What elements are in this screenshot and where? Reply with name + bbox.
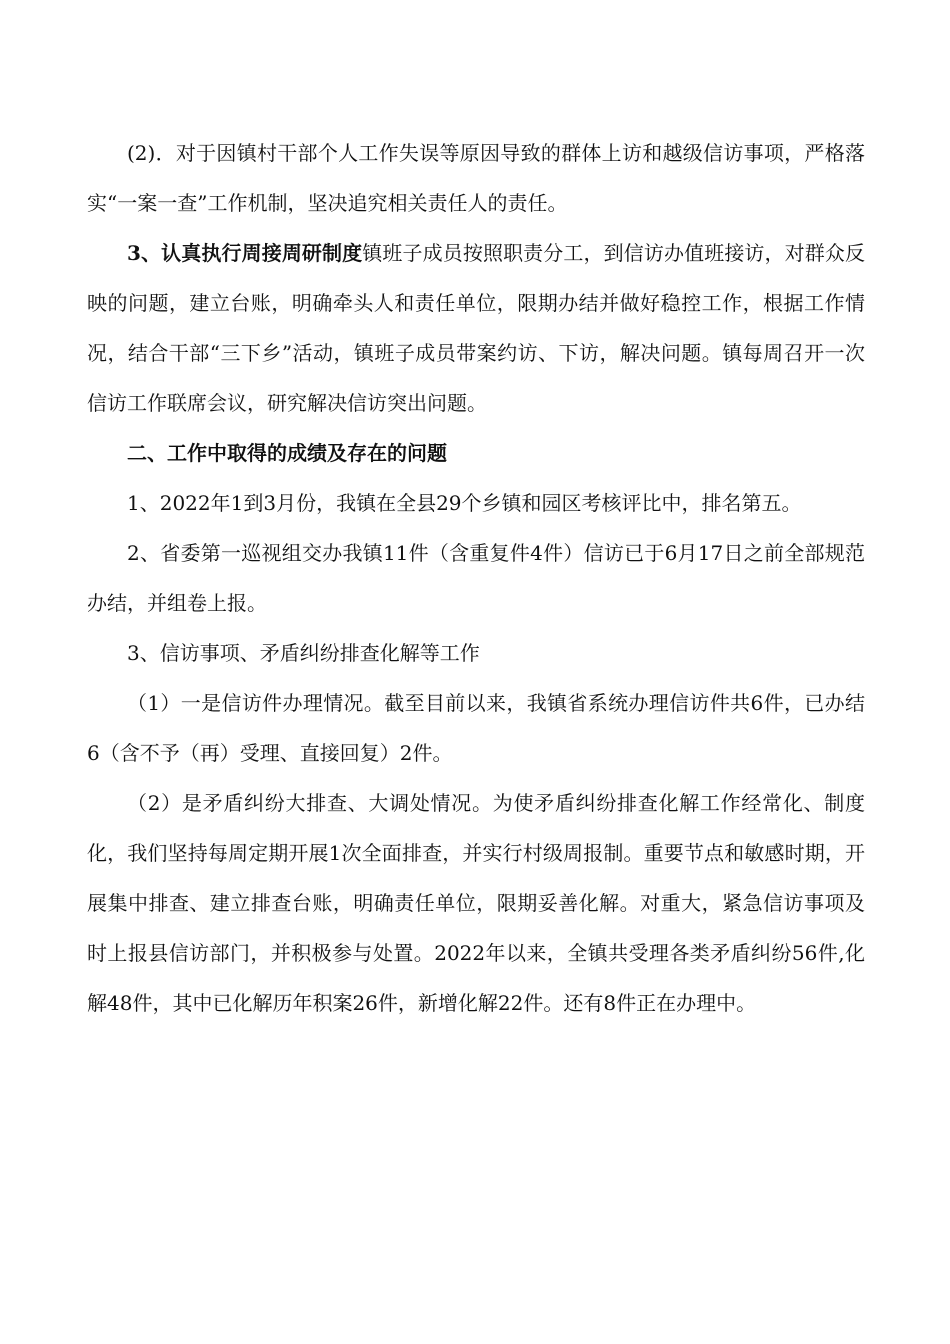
paragraph-text: （2）是矛盾纠纷大排查、大调处情况。为使矛盾纠纷排查化解工作经常化、制度化，我们坚持每周定期开展1次全面排查，并实行村级周报制。重要节点和敏感时期，开展集中排查、建立排查台账，明确责任单位，限期妥善化解。对重大，紧急信访事项及时上报县信访部门，并积极参与处置。2022年以来，全镇共受理各类矛盾纠纷56件,化解48件，其中已化解历年积案26件，新增化解22件。还有8件正在办理中。 [87, 791, 865, 1015]
paragraph-text: （1）一是信访件办理情况。截至目前以来，我镇省系统办理信访件共6件，已办结6（含不予（再）受理、直接回复）2件。 [87, 691, 865, 765]
paragraph-lead-heading: 3、认真执行周接周研制度 [127, 241, 363, 265]
document-body [87, 128, 865, 1028]
paragraph-petition-handling [87, 678, 865, 778]
paragraph-text: 3、信访事项、矛盾纠纷排查化解等工作 [127, 641, 480, 665]
paragraph-dispute-work [87, 628, 865, 678]
paragraph-dispute-investigation [87, 778, 865, 1028]
paragraph-accountability [87, 128, 865, 228]
section-heading-text: 二、工作中取得的成绩及存在的问题 [127, 441, 447, 465]
paragraph-weekly-reception [87, 228, 865, 428]
paragraph-text: 镇班子成员按照职责分工，到信访办值班接访，对群众反映的问题，建立台账，明确牵头人和责任单位，限期办结并做好稳控工作，根据工作情况，结合干部“三下乡”活动，镇班子成员带案约访、下访，解决问题。镇每周召开一次信访工作联席会议，研究解决信访突出问题。 [87, 241, 865, 415]
paragraph-inspection-cases [87, 528, 865, 628]
paragraph-text: 2、省委第一巡视组交办我镇11件（含重复件4件）信访已于6月17日之前全部规范办结，并组卷上报。 [87, 541, 865, 615]
section-heading [87, 428, 865, 478]
paragraph-text: 1、2022年1到3月份，我镇在全县29个乡镇和园区考核评比中，排名第五。 [127, 491, 802, 515]
paragraph-text: (2)．对于因镇村干部个人工作失误等原因导致的群体上访和越级信访事项，严格落实“一案一查”工作机制，坚决追究相关责任人的责任。 [87, 141, 865, 215]
paragraph-ranking [87, 478, 865, 528]
